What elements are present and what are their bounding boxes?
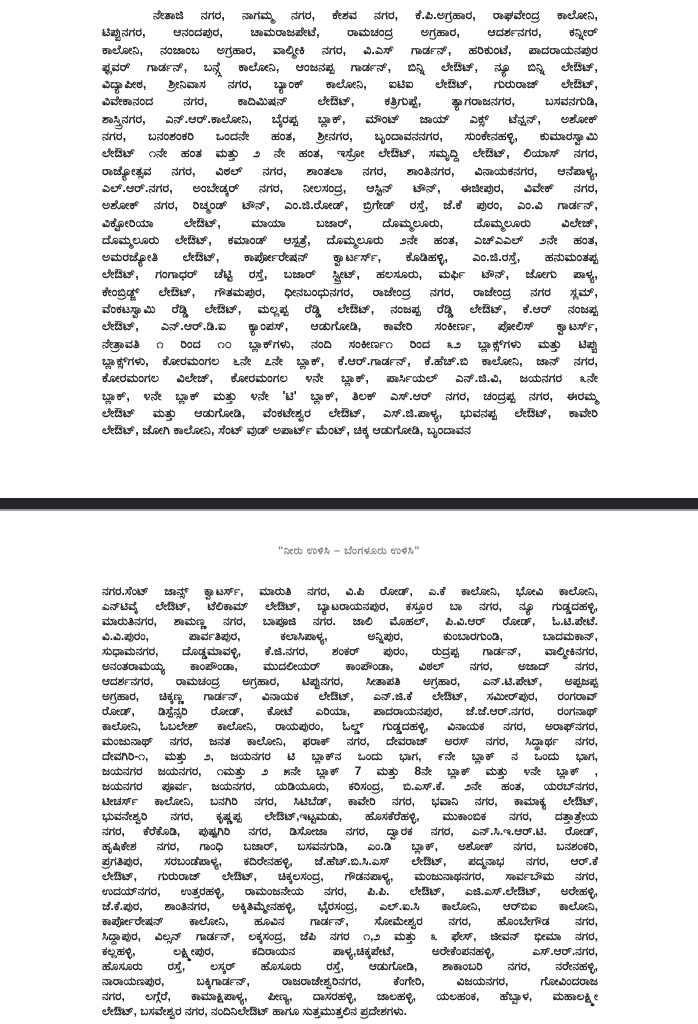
text-line: ಸಿದ್ದಾಪುರ, ವಿಲ್ಸನ್ ಗಾರ್ಡನ್, ಲಕ್ಕಸಂದ್ರ, ಜೆಪಿ ನಗರ ೧,೨ ಮತ್ತು ೩ ಫೇಸ್, ಜೀವನ್ ಭೀಮಾ ನಗರ, (102, 929, 598, 943)
text-line: ದೊಮ್ಮಲೂರು ಲೇಔಟ್, ಕಮಾಂಡ್ ಆಸ್ಪತ್ರೆ, ದೊಮ್ಮಲೂರು ೨ನೇ ಹಂತ, ಎಚ್ಎಎಲ್ ೨ನೇ ಹಂತ, (102, 232, 598, 247)
text-line: ಶಾಸ್ತ್ರಿನಗರ, ಎನ್.ಆರ್.ಕಾಲೋನಿ, ಬೈರಪ್ಪ ಬ್ಲಾಕ್, ಮೌಂಟ್ ಜಾಯ್ ಎಕ್ಸ್ ಟೆನ್ಷನ್, ಅಶೋಕ್ (102, 111, 598, 126)
text-line: ಜಯನಗರ ಪೂರ್ವ, ಜಯನಗರ, ಯಡಿಯೂರು, ಕರಿಸಂದ್ರ, ಬಿ.ಎಸ್.ಕೆ. ೨ನೇ ಹಂತ, ಯರಬ್‌ನಗರ, (102, 779, 598, 793)
text-line: ರಾಜ್ಯೋತ್ಸವ ನಗರ, ವಿಠಲ್ ನಗರ, ಶಾಂತಲಾ ನಗರ, ಶಾಂತಿನಗರ, ವಿನಾಯಕನಗರ, ಆನೆಪಾಳ್ಯ, (102, 163, 598, 178)
text-line: ಲೇಔಟ್, ಜೋಗಿ ಕಾಲೋನಿ, ಸೆಂಟ್ ವುಡ್ ಅಪಾರ್ಟ್ ಮೆಂಟ್, ಚಿಕ್ಕ ಆಡುಗೋಡಿ, ಬೃಂದಾವನ (102, 423, 472, 438)
text-line: ಪ್ರಗತಿಪುರ, ಸರಬಂಡೆಪಾಳ್ಯ, ಕದಿರೇನಹಳ್ಳಿ, ಜೆ.ಹೆಚ್.ಬಿ.ಸಿ.ಎಸ್ ಲೇಔಟ್, ಪದ್ಮನಾಭ ನಗರ, ಆರ್.ಕೆ (102, 854, 598, 868)
text-line: ನೇತಾಜಿ ನಗರ, ನಾಗಮ್ಮ ನಗರ, ಕೇಶವ ನಗರ, ಕೆ.ಪಿ.ಅಗ್ರಹಾರ, ರಾಘವೇಂದ್ರ ಕಾಲೋನಿ, (153, 8, 598, 22)
text-line: ನಗರ, ಲಗ್ಗೆರೆ, ಕಾಮಾಕ್ಷಿಪಾಳ್ಯ, ಪೀಣ್ಯ, ದಾಸರಹಳ್ಳಿ, ಜಾಲಹಳ್ಳಿ, ಯಲಹಂಕ, ಹೆಬ್ಬಾಳ, ಮಹಾಲಕ್ಷ್ಮೀ (102, 989, 598, 1003)
text-line: ಕೇಂಬ್ರಿಡ್ಜ್ ಲೇಔಟ್, ಗೌತಮಪುರ, ಧೀನಬಂಧುನಗರ, ರಾಜೇಂದ್ರ ನಗರ, ರಾಜೇಂದ್ರ ನಗರ ಸ್ಲಮ್, (102, 284, 598, 299)
text-line: ಎನ್‌ಟಿವೈ ಲೇಔಟ್, ಟೆಲಿಕಾಮ್ ಲೇಔಟ್, ಬ್ಯಾಟರಾಯನಪುರ, ಕಸ್ತೂರ ಬಾ ನಗರ, ನ್ಯೂ ಗುಡ್ಡದಹಳ್ಳಿ, (102, 599, 598, 613)
text-line: ನಗರ.ಸೆಂಟ್ ಜಾನ್ಸ್ ಕ್ವಾಟರ್ಸ್, ಮಾರುತಿ ನಗರ, ವಿ.ಪಿ ರೋಡ್, ಎ.ಕೆ ಕಾಲೋನಿ, ಭೋವಿ ಕಾಲೋನಿ, (102, 584, 598, 598)
text-line: ಲೇಔಟ್, ಬಸವೇಶ್ವರ ನಗರ, ನಂದಿನಿಲೇಔಟ್ ಹಾಗೂ ಸುತ್ತಮುತ್ತಲಿನ ಪ್ರದೇಶಗಳು. (102, 1004, 407, 1018)
page2-text-block (102, 584, 598, 1019)
text-line: ನಗರ, ಕೆರೆಕೊಡಿ, ಪುಷ್ಪಗಿರಿ ನಗರ, ಡಿಸೋಜಾ ನಗರ, ದ್ವಾರಕ ನಗರ, ಎನ್.ಸಿ.ಇ.ಆರ್.ಟಿ. ರೋಡ್, (102, 824, 598, 838)
text-line: ಹೃಷಿಕೇಶ ನಗರ, ಗಾಂಧಿ ಬಜಾರ್, ಬಸವನಗುಡಿ, ಎಂ.ಡಿ ಬ್ಲಾಕ್, ಅಶೋಕ್ ನಗರ, ಬನಶಂಕರಿ, (102, 839, 598, 853)
text-line: ನೇತ್ರಾವತಿ ೧ ರಿಂದ ೧೦ ಬ್ಲಾಕ್‌ಗಳು, ನಂದಿ ಸಂಕೀರ್ಣ೧ ರಿಂದ ೩೨ ಬ್ಲಾಕ್ಸ್‌ಗಳು ಮತ್ತು ಟಿಪ್ಪು (102, 336, 598, 351)
text-line: ವಿ.ವಿ.ಪುರಂ, ಪಾರ್ವತಿಪುರ, ಕಲಾಸಿಪಾಳ್ಯ, ಅನ್ನಿಪುರ, ಕುಂಬಾರಗುಂಡಿ, ಬಾದಮಕಾನ್, (102, 629, 598, 643)
text-line: ವಿದ್ಯಾಪೀಠ, ಶ್ರೀನಿವಾಸ ನಗರ, ಬ್ಯಾಂಕ್ ಕಾಲೋನಿ, ಐಟಿಐ ಲೇಔಟ್, ಗುರುರಾಜ್ ಲೇಔಟ್, (102, 77, 598, 92)
text-line: ಕಲ್ಲಹಳ್ಳಿ, ಲಕ್ಷ್ಮೀಪುರ, ಕದಿರಾಯನ ಪಾಳ್ಯ,ಚಿಕ್ಕಪೇಟೆ, ಅರೇಕೆಂಪನಹಳ್ಳಿ, ಎಸ್.ಆರ್.ನಗರ, (102, 944, 598, 958)
text-line: ನಾರಾಯಣಪುರ, ಬಕ್ಕಿಗಾರ್ಡನ್, ರಾಜರಾಜೇಶ್ವರಿನಗರ, ಕೆಂಗೇರಿ, ವಿಜಯನಗರ, ಗೋವಿಂದರಾಜ (102, 974, 598, 988)
text-line: ಭುವನೇಶ್ವರಿ ನಗರ, ಕೃಷ್ಣಪ್ಪ ಲೇಔಟ್,ಇಟ್ಟಮಡು, ಹೊಸಕೆರೆಹಳ್ಳಿ, ಮುಕಾಂಬಿಕ ನಗರ, ದತ್ತಾತ್ರೇಯ (102, 809, 598, 823)
text-line: ಹೊಸೂರು ರಸ್ತೆ, ಲಸ್ಕರ್ ಹೊಸೂರು ರಸ್ತೆ, ಆಡುಗೋಡಿ, ಶಾಕಾಂಬರಿ ನಗರ, ನರೇನಹಳ್ಳಿ, (102, 959, 598, 973)
text-line: ಫ್ಲವರ್ ಗಾರ್ಡನ್, ಬನ್ಗ್ಗೆ ಕಾಲೋನಿ, ಆಂಜನಪ್ಪ ಗಾರ್ಡನ್, ಬಿನ್ನಿ ಲೇಔಟ್, ನ್ಯೂ ಬಿನ್ನಿ ಲೇಔಟ್, (102, 59, 598, 74)
text-line: ಅನಂತರಾಮಯ್ಯ ಕಾಂಪೌಂಡಾ, ಮುದಲೀಯರ್ ಕಾಂಪೌಂಡಾ, ವಿಠಲ್ ನಗರ, ಅಜಾದ್ ನಗರ, (102, 659, 598, 673)
text-line: ಕಾಲೋನಿ, ಓಬಲೇಶ್ ಕಾಲೋನಿ, ರಾಯಪುರಂ, ಓಲ್ಡ್ ಗುಡ್ಡದಹಳ್ಳಿ, ವಿನಾಯಕ ನಗರ, ಅರಾಫ್‌ನಗರ, (102, 719, 598, 733)
text-line: ಆದರ್ಶನಗರ, ರಾಮಚಂದ್ರ ಅಗ್ರಹಾರ, ಟಿಪ್ಪುನಗರ, ಸೀತಾಪತಿ ಅಗ್ರಹಾರ, ಎನ್.ಟಿ.ಪೇಟ್, ಅಪ್ಪಜಪ್ಪ (102, 674, 598, 688)
text-line: ಅಶೋಕ್ ನಗರ, ರಿಚ್ಮಂಡ್ ಟೌನ್, ಎಂ.ಜಿ.ರೋಡ್, ಬ್ರಿಗೇಡ್ ರಸ್ತೆ, ಜೆ.ಕೆ ಪುರಂ, ಎಂ.ವಿ ಗಾರ್ಡನ್, (102, 198, 598, 213)
text-line: ಲೇಔಟ್ ೧ನೇ ಹಂತ ಮತ್ತು ೨ ನೇ ಹಂತ, ಇಸ್ರೋ ಲೇಔಟ್, ಸಮೃದ್ದಿ ಲೇಔಟ್, ಲಿಯಾಸ್ ನಗರ, (102, 146, 598, 161)
text-line: ಮಾರುತಿನಗರ, ಶಾಮಣ್ಣ ನಗರ, ಬಾಪೂಜಿ ನಗರ. ಜಾಲಿ ಮೊಹಲ್, ಪಿ.ವಿ.ಆರ್ ರೋಡ್, ಓ.ಟಿ.ಪೇಟೆ. (102, 614, 598, 628)
text-line: ಸುಧಾಮನಗರ, ದೊಡ್ಡಮಾವಳ್ಳಿ, ಕೆ.ಜಿ.ನಗರ, ಶಂಕರ್ ಪುರಂ, ರುದ್ರಪ್ಪ ಗಾರ್ಡನ್, ವಾಲ್ಮೀಕಿನಗರ, (102, 644, 598, 658)
text-line: ಲೇಔಟ್ ಮತ್ತು ಆಡುಗೋಡಿ, ವೆಂಕಟೇಶ್ವರ ಲೇಔಟ್, ಎಸ್.ಜಿ.ಪಾಳ್ಯ, ಭುವನಪ್ಪ ಲೇಔಟ್, ಕಾವೇರಿ (102, 405, 598, 420)
text-line: ಎಲ್.ಆರ್.ನಗರ, ಅಂಬೇಡ್ಕರ್ ನಗರ, ನೀಲಸಂದ್ರ, ಆಸ್ಟಿನ್ ಟೌನ್, ಈಜೀಪುರ, ವಿವೇಕ್ ನಗರ, (102, 180, 598, 195)
text-line: ಅಮರಜ್ಯೋತಿ ಲೇಔಟ್, ಕಾರ್ಪೋರೇಷನ್ ಕ್ವಾರ್ಟರ್ಸ್, ಕೊಡಿಹಳ್ಳಿ, ಎಂ.ಜಿ.ರಸ್ತೆ, ಹನುಮಂತಪ್ಪ (102, 250, 598, 265)
text-line: ವಿವೇಕಾನಂದ ನಗರ, ಕಾದಿಮಿಷನ್ ಲೇಔಟ್, ಕತ್ರಿಗುಪ್ಪೆ, ತ್ಯಾಗರಾಜನಗರ, ಬಸವನಗುಡಿ, (102, 94, 598, 109)
text-line: ಅಗ್ರಹಾರ, ಚಿಕ್ಕಣ್ಣ ಗಾರ್ಡನ್, ವಿನಾಯಕ ಲೇಔಟ್, ಎನ್.ಜಿ.ಕೆ ಲೇಔಟ್, ಸಮೀರ್‌ಪುರ, ರಂಗರಾವ್ (102, 689, 598, 703)
text-line: ಜಯನಗರ ಜಯನಗರ, ೧ಮತ್ತು ೨ ೫ನೇ ಬ್ಲಾಕ್ 7 ಮತ್ತು 8ನೇ ಬ್ಲಾಕ್ ಮತ್ತು ೪ನೇ ಬ್ಲಾಕ್ , (102, 764, 598, 778)
slogan-quote: "ನೀರು ಉಳಿಸಿ – ಬೆಂಗಳೂರು ಉಳಿಸಿ" (277, 545, 420, 557)
text-line: ಉದಯ್‌ನಗರ, ಉತ್ತರಹಳ್ಳಿ, ರಾಮಂಜನೇಯ ನಗರ, ಪಿ.ಪಿ. ಲೇಔಟ್, ಎಜಿ.ಎಸ್.ಲೇಔಟ್, ಅರೇಹಳ್ಳಿ, (102, 884, 598, 898)
text-line: ವಿಕ್ಟೋರಿಯಾ ಲೇಔಟ್, ಮಾಯಾ ಬಜಾರ್, ದೊಮ್ಮಲೂರು, ದೊಮ್ಮಲೂರು ವಿಲೇಜ್, (102, 215, 598, 230)
text-line: ಕಾರ್ಪೋರೇಷನ್ ಕಾಲೋನಿ, ಹೂವಿನ ಗಾರ್ಡನ್, ಸೋಮೇಶ್ವರ ನಗರ, ಹೊಂಬೇಗೌಡ ನಗರ, (102, 914, 598, 928)
text-line: ಕಾಲೋನಿ, ನಂಜಾಂಬ ಅಗ್ರಹಾರ, ವಾಲ್ಮೀಕಿ ನಗರ, ವಿ.ಎಸ್ ಗಾರ್ಡನ್, ಹರಿಕುಂಟೆ, ಪಾದರಾಯನಪುರ (102, 42, 598, 57)
text-line: ನಗರ, ಬನಂಶಂಕರಿ ಒಂದನೇ ಹಂತ, ಶ್ರೀನಗರ, ಬೃಂದಾವನನಗರ, ಸುಂಕೇನಹಳ್ಳಿ, ಕುಮಾರಸ್ವಾಮಿ (102, 129, 598, 144)
text-line: ಜೆ.ಕೆ.ಪುರ, ಶಾಂತಿನಗರ, ಅಕ್ಕಿತಿಮ್ಮೇನಹಳ್ಳಿ, ಭೈರಸಂದ್ರ, ಎಲ್.ಐ.ಸಿ ಕಾಲೋನಿ, ಆರ್‌ಬಿಐ ಕಾಲೋನಿ, (102, 899, 598, 913)
text-line: ಬ್ಲಾಕ್, ೪ನೇ ಬ್ಲಾಕ್ ಮತ್ತು ೪ನೇ 'ಟಿ' ಬ್ಲಾಕ್, ತಿಲಕ್ ಎಸ್.ಆರ್ ನಗರ, ಚಂದ್ರಪ್ಪ ನಗರ, ಈರಮ್ಮ (102, 388, 598, 403)
page1-text-block (102, 7, 598, 439)
text-line: ಕೋರಮಂಗಲ ವಿಲೇಜ್, ಕೋರಮಂಗಲ ೪ನೇ ಬ್ಲಾಕ್, ಪಾರ್ಸಿಯಲ್ ಎನ್.ಜಿ.ವಿ, ಜಯನಗರ ೩ನೇ (102, 371, 598, 386)
text-line: ಲೇಔಟ್, ಗಂಗಾಧರ್ ಚೆಟ್ಟಿ ರಸ್ತೆ, ಬಜಾರ್ ಸ್ಟ್ರೀಟ್, ಹಲಸೂರು, ಮರ್ಫಿ ಟೌನ್, ಜೋಗು ಪಾಳ್ಯ, (102, 267, 598, 282)
text-line: ಲೇಔಟ್, ಎನ್.ಆರ್.ಡಿ.ಐ ಕ್ಯಾಂಪಸ್, ಆಡುಗೋಡಿ, ಕಾವೇರಿ ಸಂಕೀರ್ಣ, ಪೋಲಿಸ್ ಕ್ವಾಟರ್ಸ್, (102, 319, 598, 334)
text-line: ದೇವಗಿರಿ-೧, ಮತ್ತು ೨, ಜಯನಗರ ಟಿ ಬ್ಲಾಕ್‌ನ ಒಂದು ಭಾಗ, ೯ನೇ ಬ್ಲಾಕ್ ನ ಒಂದು ಭಾಗ, (102, 749, 598, 763)
text-line: ಲೇಔಟ್, ಗುರುರಾಜ್ ಲೇಔಟ್, ಚಿಕ್ಕಲಸಂದ್ರ, ಗೌಡನಪಾಳ್ಯ, ಮಂಜುನಾಥನಗರ, ಸಾರ್ವಬೌಮ ನಗರ, (102, 869, 598, 883)
page-break-bar (0, 498, 698, 511)
text-line: ವೆಂಕಟಸ್ವಾಮಿ ರೆಡ್ಡಿ ಲೇಔಟ್, ಮಲ್ಲಪ್ಪ ರೆಡ್ಡಿ ಲೇಔಟ್, ನಂಜಪ್ಪ ರೆಡ್ಡಿ ಲೇಔಟ್, ಕೆ.ಆರ್ ನಂಜಪ್ಪ (102, 302, 598, 317)
text-line: ಟಿಪ್ಪುನಗರ, ಆನಂದಪುರ, ಚಾಮರಾಜಪೇಟೆ, ರಾಮಚಂದ್ರ ಅಗ್ರಹಾರ, ಆದರ್ಶನಗರ, ಕನ್ನೀರ್ (102, 25, 598, 40)
text-line: ರೋಡ್, ಡಿಸ್ಪೆನ್ಸರಿ ರೋಡ್, ಕೋಟೆ ಎರಿಯಾ, ಪಾದರಾಯನಪುರ, ಜೆ.ಜೆ.ಆರ್.ನಗರ, ರಂಗನಾಥ್ (102, 704, 598, 718)
text-line: ಟೀಚರ್ಸ್ ಕಾಲೋನಿ, ಬನಗಿರಿ ನಗರ, ಸಿಟಿಬೆಡ್, ಕಾವೇರಿ ನಗರ, ಭವಾನಿ ನಗರ, ಕಾಮಾಕ್ಯ ಲೇಔಟ್, (102, 794, 598, 808)
text-line: ಮಂಜುನಾಥ್ ನಗರ, ಜನತ ಕಾಲೋನಿ, ಫರಾಕ್ ನಗರ, ದೇವರಾಜ್ ಅರಸ್ ನಗರ, ಸಿದ್ಧಾರ್ಥ ನಗರ, (102, 734, 598, 748)
text-line: ಬ್ಲಾಕ್ಸ್‌ಗಳು, ಕೋರಮಂಗಲ ೬ನೇ ೭ನೇ ಬ್ಲಾಕ್, ಕೆ.ಆರ್.ಗಾರ್ಡನ್, ಕೆ.ಹೆಚ್.ಬಿ ಕಾಲೋನಿ, ಜಾನ್ ನಗರ, (102, 353, 598, 368)
